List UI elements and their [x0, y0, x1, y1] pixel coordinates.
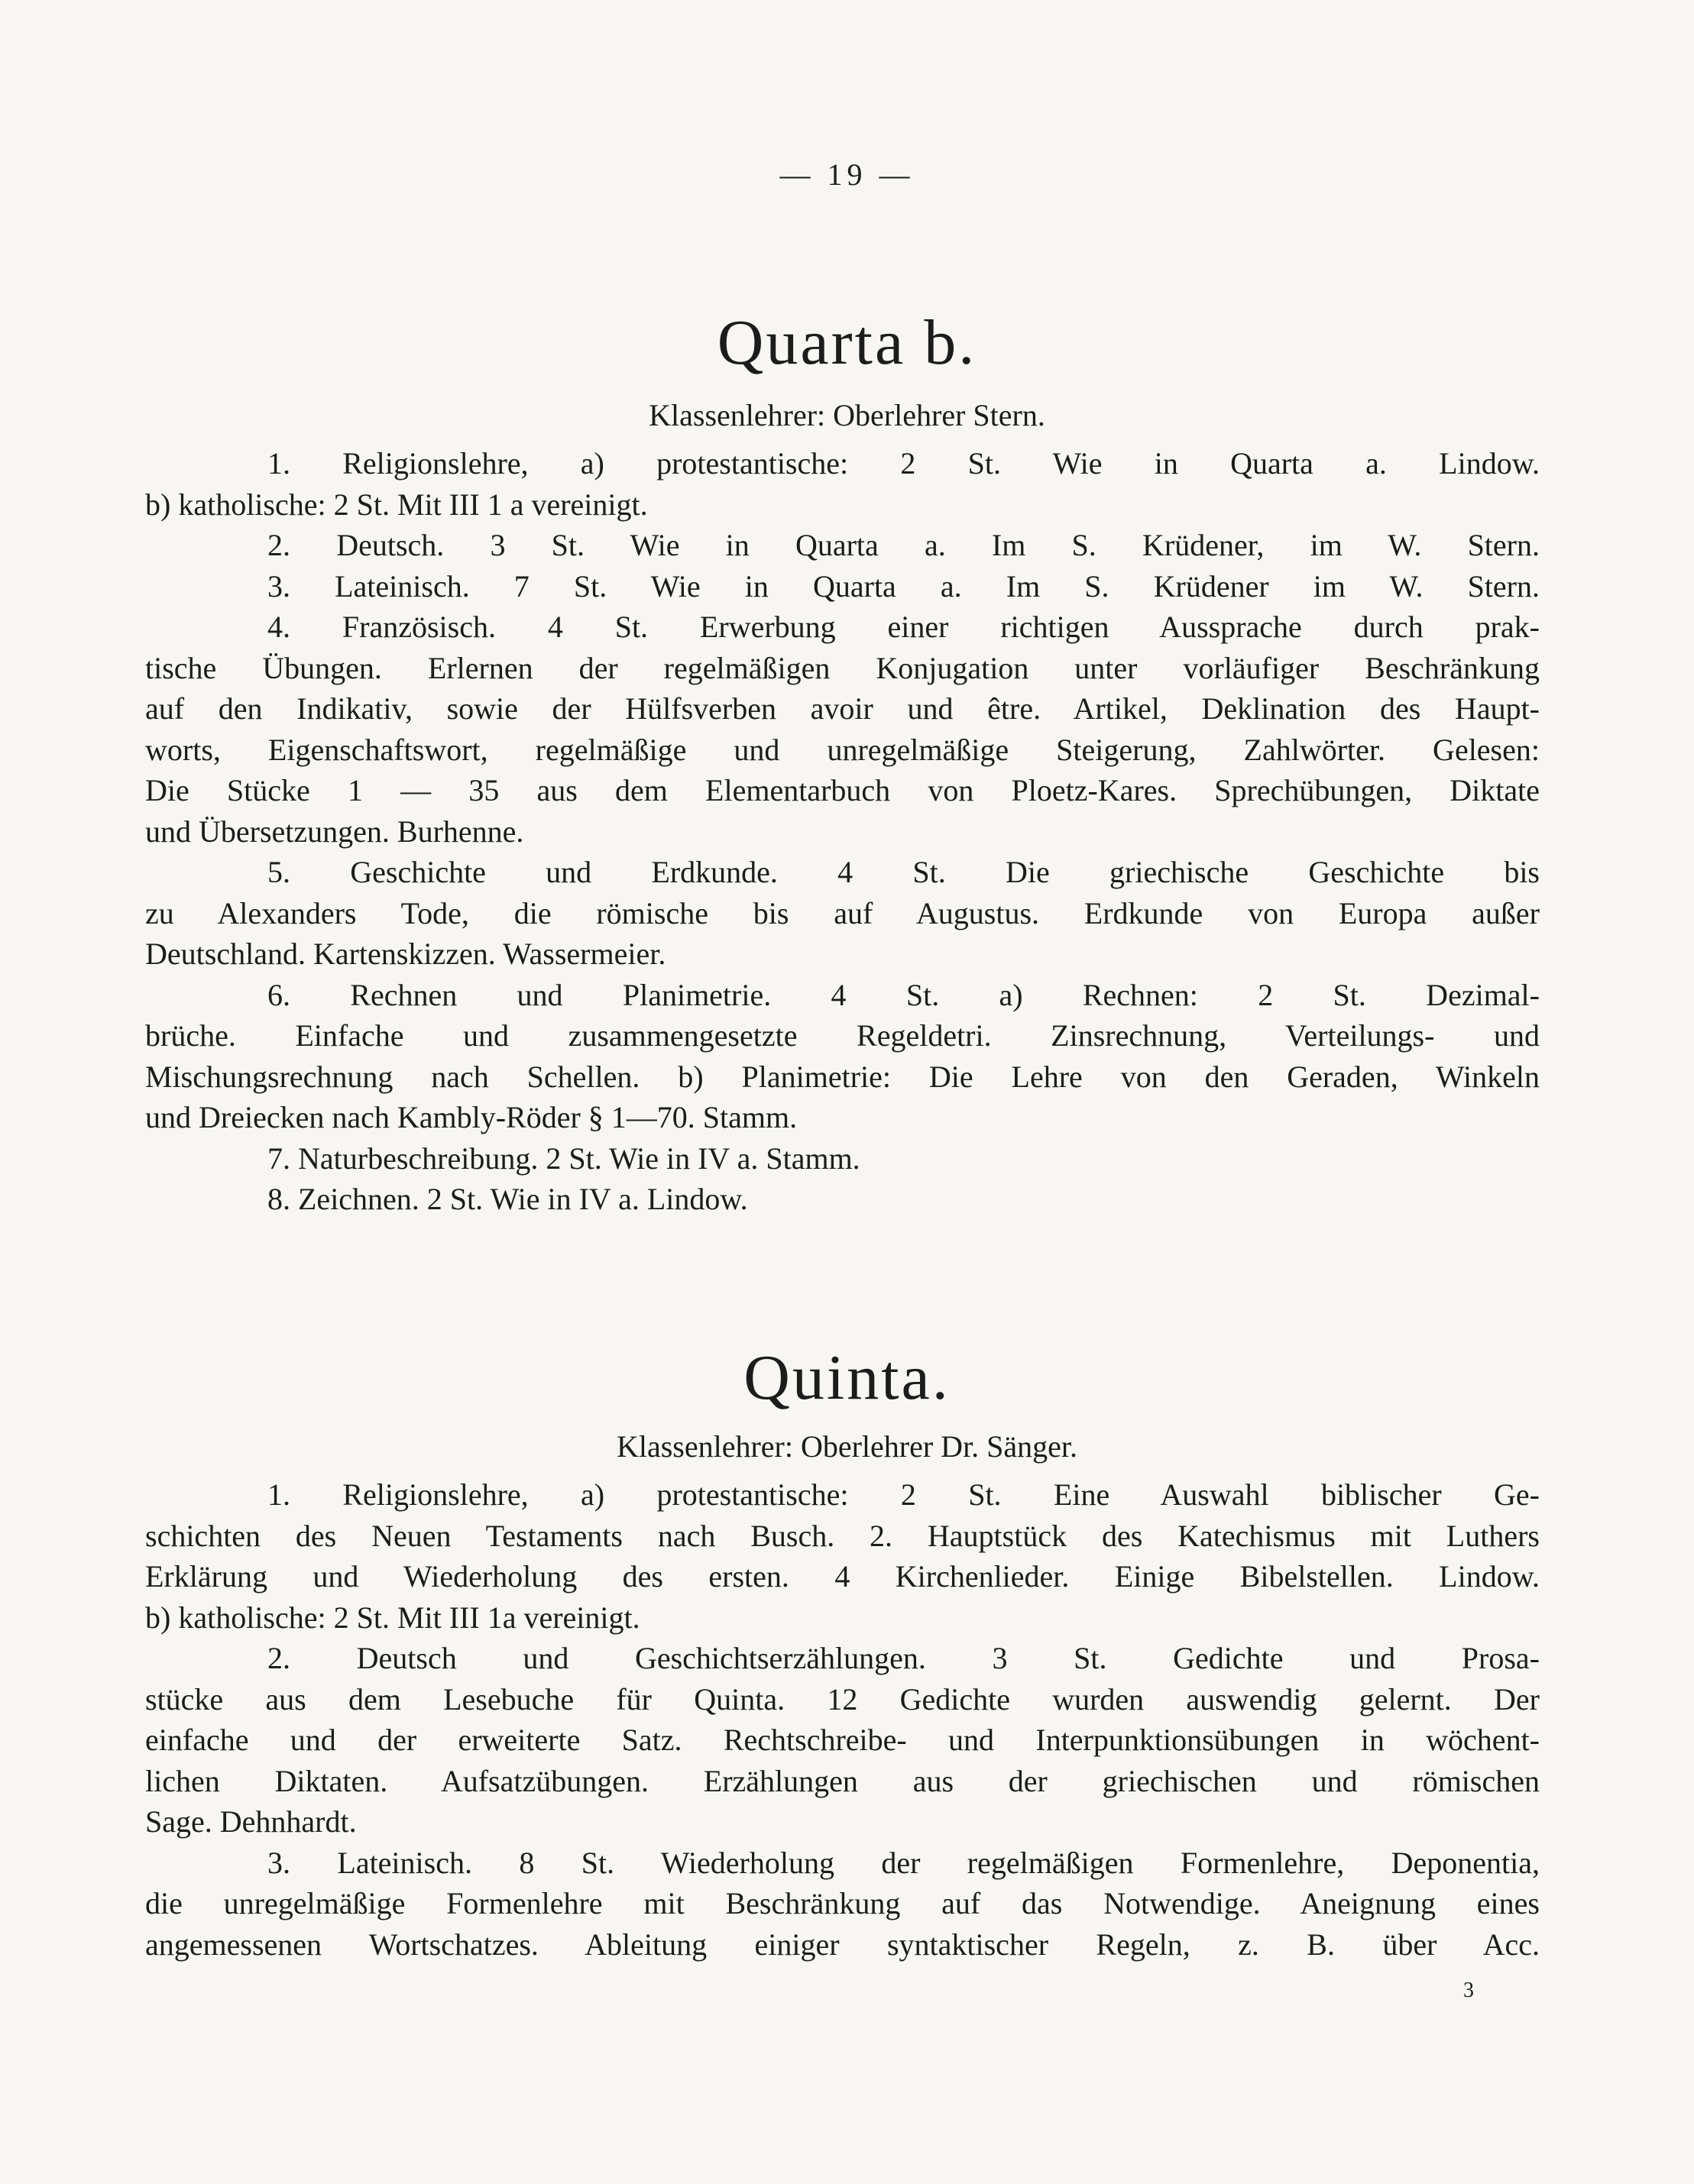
text-line: 2. Deutsch. 3 St. Wie in Quarta a. Im S. Krüdener, im W. Stern. — [267, 528, 1540, 562]
text-line: 7. Naturbeschreibung. 2 St. Wie in IV a. Stamm. — [267, 1141, 860, 1176]
text-line: die unregelmäßige Formenlehre mit Beschränkung auf das Notwendige. Aneignung eines — [145, 1886, 1540, 1920]
text-line: Die Stücke 1 — 35 aus dem Elementarbuch von Ploetz-Kares. Sprechübungen, Diktate — [145, 773, 1540, 807]
text-line: 5. Geschichte und Erdkunde. 4 St. Die griechische Geschichte bis — [267, 855, 1540, 889]
text-line: b) katholische: 2 St. Mit III 1a vereinigt. — [145, 1600, 640, 1635]
page-number: — 19 — — [779, 157, 915, 192]
class-teacher-quinta: Klassenlehrer: Oberlehrer Dr. Sänger. — [616, 1429, 1078, 1464]
text-line: auf den Indikativ, sowie der Hülfsverben avoir und être. Artikel, Deklination des Haupt- — [145, 691, 1540, 726]
text-line: brüche. Einfache und zusammengesetzte Regeldetri. Zinsrechnung, Verteilungs- und — [145, 1018, 1540, 1053]
class-teacher-quarta: Klassenlehrer: Oberlehrer Stern. — [649, 398, 1045, 432]
text-line: tische Übungen. Erlernen der regelmäßigen Konjugation unter vorläufiger Beschränkung — [145, 650, 1540, 685]
signature-mark: 3 — [1463, 1979, 1474, 2002]
text-line: 3. Lateinisch. 7 St. Wie in Quarta a. Im S. Krüdener im W. Stern. — [267, 568, 1540, 603]
text-line: schichten des Neuen Testaments nach Busch. 2. Hauptstück des Katechismus mit Luthers — [145, 1518, 1540, 1553]
text-line: b) katholische: 2 St. Mit III 1 a vereinigt. — [145, 487, 648, 522]
text-line: Sage. Dehnhardt. — [145, 1804, 357, 1839]
text-line: und Übersetzungen. Burhenne. — [145, 814, 524, 849]
text-line: stücke aus dem Lesebuche für Quinta. 12 Gedichte wurden auswendig gelernt. Der — [145, 1681, 1540, 1716]
text-line: Erklärung und Wiederholung des ersten. 4 Kirchenlieder. Einige Bibelstellen. Lindow. — [145, 1559, 1540, 1594]
text-line: und Dreiecken nach Kambly-Röder § 1—70. Stamm. — [145, 1100, 798, 1134]
text-line: Deutschland. Kartenskizzen. Wassermeier. — [145, 937, 666, 971]
text-line: Mischungsrechnung nach Schellen. b) Planimetrie: Die Lehre von den Geraden, Winkeln — [145, 1059, 1540, 1094]
text-line: angemessenen Wortschatzes. Ableitung einiger syntaktischer Regeln, z. B. über Acc. — [145, 1927, 1540, 1962]
section-body-quinta — [145, 1474, 1540, 1965]
text-line: 3. Lateinisch. 8 St. Wiederholung der regelmäßigen Formenlehre, Deponentia, — [267, 1845, 1540, 1880]
text-line: 1. Religionslehre, a) protestantische: 2 St. Wie in Quarta a. Lindow. — [267, 446, 1540, 480]
text-line: 1. Religionslehre, a) protestantische: 2 St. Eine Auswahl biblischer Ge- — [267, 1477, 1540, 1512]
text-line: worts, Eigenschaftswort, regelmäßige und unregelmäßige Steigerung, Zahlwörter. Gelesen: — [145, 732, 1540, 767]
section-body-quarta — [145, 443, 1540, 1220]
text-line: 6. Rechnen und Planimetrie. 4 St. a) Rechnen: 2 St. Dezimal- — [267, 977, 1540, 1012]
section-title-quarta: Quarta b. — [717, 307, 977, 378]
text-line: einfache und der erweiterte Satz. Rechtschreibe- und Interpunktionsübungen in wöchent- — [145, 1723, 1540, 1757]
text-line: lichen Diktaten. Aufsatzübungen. Erzählungen aus der griechischen und römischen — [145, 1763, 1540, 1798]
text-line: 8. Zeichnen. 2 St. Wie in IV a. Lindow. — [267, 1182, 748, 1216]
text-line: 4. Französisch. 4 St. Erwerbung einer richtigen Aussprache durch prak- — [267, 610, 1540, 644]
text-line: 2. Deutsch und Geschichtserzählungen. 3 St. Gedichte und Prosa- — [267, 1641, 1540, 1675]
section-title-quinta: Quinta. — [743, 1342, 951, 1413]
text-line: zu Alexanders Tode, die römische bis auf Augustus. Erdkunde von Europa außer — [145, 895, 1540, 930]
